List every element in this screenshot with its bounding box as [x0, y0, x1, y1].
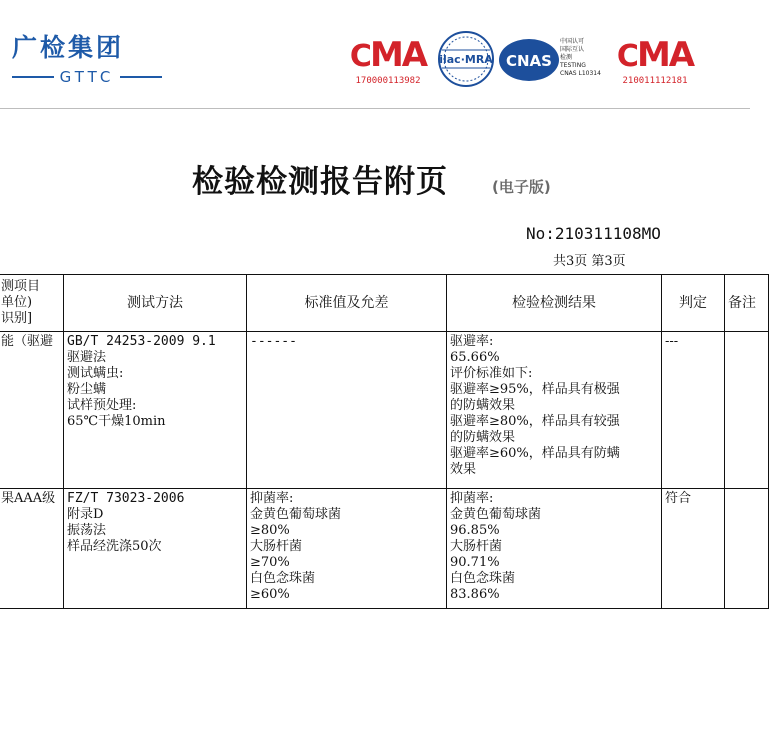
header-remark: 备注: [725, 275, 769, 332]
cma-logo-icon: CMA: [616, 35, 694, 75]
table-header-row: [0, 275, 769, 332]
cma-seal-left: [343, 35, 433, 86]
row-method: GB/T 24253-2009 9.1 驱避法 测试螨虫: 粉尘螨 试样预处理: 65℃干燥10min: [64, 332, 247, 489]
row-result: 驱避率: 65.66% 评价标准如下: 驱避率≥95%，样品具有极强 的防螨效果 驱避率≥80%，样品具有较强 的防螨效果 驱避率≥60%，样品具有防螨 效果: [447, 332, 662, 489]
report-title: 检验检测报告附页: [192, 164, 448, 200]
row-standard: 抑菌率: 金黄色葡萄球菌 ≥80% 大肠杆菌 ≥70% 白色念珠菌 ≥60%: [247, 489, 447, 609]
header-method: 测试方法: [64, 275, 247, 332]
cnas-logo-icon: [498, 36, 560, 84]
edition-label: (电子版): [492, 178, 551, 196]
row-method: FZ/T 73023-2006 附录D 振荡法 样品经洗涤50次: [64, 489, 247, 609]
cma-logo-icon: CMA: [349, 35, 427, 75]
row-item: 果AAA级: [0, 489, 64, 609]
header-divider: [0, 108, 750, 109]
table-row: [0, 489, 769, 609]
row-judgement: 符合: [662, 489, 725, 609]
brand-name-en: GTTC: [59, 68, 115, 86]
page-info: 共3页 第3页: [553, 254, 626, 269]
header-judgement: 判定: [662, 275, 725, 332]
brand-line-left: [12, 76, 54, 78]
results-table: [0, 274, 769, 609]
brand-logo: [12, 28, 162, 86]
brand-name-cn: 广检集团: [12, 33, 125, 62]
brand-name-en-row: [12, 68, 162, 86]
cma-seal-right: [610, 35, 700, 86]
report-header: [0, 0, 750, 112]
cnas-label: CNAS: [506, 52, 552, 70]
ilac-mra-icon: [434, 30, 498, 88]
header-standard: 标准值及允差: [247, 275, 447, 332]
brand-line-right: [120, 76, 162, 78]
header-item: 测项目 单位) 识别]: [0, 275, 64, 332]
row-result: 抑菌率: 金黄色葡萄球菌 96.85% 大肠杆菌 90.71% 白色念珠菌 83.86%: [447, 489, 662, 609]
ilac-label: ilac·MRA: [439, 53, 493, 66]
header-result: 检验检测结果: [447, 275, 662, 332]
cma-number-right: 210011112181: [622, 76, 688, 86]
cnas-mark: [498, 36, 616, 84]
row-remark: [725, 332, 769, 489]
cnas-caption: 中国认可 国际互认 检测 TESTING CNAS L10314: [560, 38, 601, 77]
row-standard: ------: [247, 332, 447, 489]
row-item: 能（驱避: [0, 332, 64, 489]
report-number: No:210311108MO: [526, 224, 661, 243]
table-row: [0, 332, 769, 489]
row-remark: [725, 489, 769, 609]
row-judgement: ---: [662, 332, 725, 489]
cma-number-left: 170000113982: [355, 76, 421, 86]
